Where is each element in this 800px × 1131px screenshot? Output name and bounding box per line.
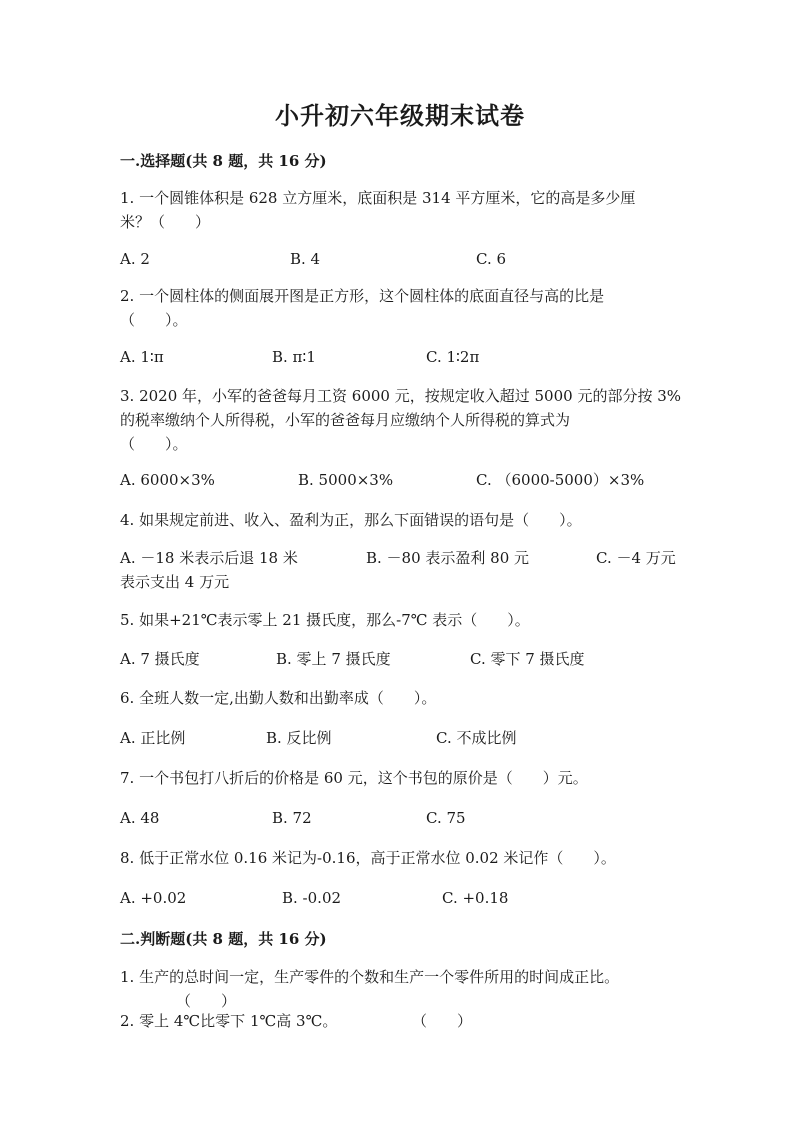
option-a: A. －18 米表示后退 18 米: [120, 549, 298, 567]
question-text: 8. 低于正常水位 0.16 米记为-0.16，高于正常水位 0.02 米记作（ ）。: [120, 849, 616, 867]
question-text: 7. 一个书包打八折后的价格是 60 元，这个书包的原价是（ ）元。: [120, 769, 588, 787]
option-b: B. 72: [272, 809, 312, 827]
question-6: [120, 686, 682, 710]
option-c: C. 零下 7 摄氏度: [470, 650, 585, 668]
question-text: 2. 零上 4℃比零下 1℃高 3℃。: [120, 1012, 338, 1030]
option-a: A. 1∶π: [120, 348, 164, 366]
judgement-1: [120, 965, 682, 1013]
option-b: B. 零上 7 摄氏度: [276, 650, 391, 668]
option-a: A. +0.02: [120, 889, 187, 907]
question-text: 3. 2020 年，小军的爸爸每月工资 6000 元，按规定收入超过 5000 元的部分按 3%: [120, 387, 682, 405]
option-c-continued: 表示支出 4 万元: [120, 573, 230, 591]
option-a: A. 48: [120, 809, 160, 827]
option-b: B. 反比例: [266, 729, 332, 747]
question-text: （ ）。: [120, 435, 188, 453]
question-5: [120, 608, 682, 632]
answer-blank: （ ）: [176, 992, 237, 1010]
option-a: A. 2: [120, 250, 150, 268]
option-c: C. 不成比例: [436, 729, 517, 747]
question-7: [120, 766, 682, 790]
option-b: B. 4: [290, 250, 321, 268]
section-heading-judgement: 二.判断题(共 8 题，共 16 分): [120, 930, 327, 948]
question-text: 6. 全班人数一定,出勤人数和出勤率成（ ）。: [120, 689, 437, 707]
question-2: [120, 284, 682, 332]
option-b: B. 5000×3%: [298, 471, 394, 489]
question-text: 的税率缴纳个人所得税，小军的爸爸每月应缴纳个人所得税的算式为: [120, 411, 571, 429]
option-c: C. 75: [426, 809, 466, 827]
option-b: B. －80 表示盈利 80 元: [366, 549, 530, 567]
option-b: B. -0.02: [282, 889, 342, 907]
options-4: [120, 546, 682, 594]
option-c: C. +0.18: [442, 889, 509, 907]
option-b: B. π∶1: [272, 348, 316, 366]
option-c: C. 1∶2π: [426, 348, 480, 366]
question-3: [120, 384, 682, 456]
option-a: A. 正比例: [120, 729, 186, 747]
question-text: 米？（ ）: [120, 213, 211, 231]
option-a: A. 6000×3%: [120, 471, 215, 489]
option-c: C. 6: [476, 250, 507, 268]
question-text: 4. 如果规定前进、收入、盈利为正，那么下面错误的语句是（ ）。: [120, 511, 582, 529]
question-text: （ ）。: [120, 311, 188, 329]
question-text: 1. 一个圆锥体积是 628 立方厘米，底面积是 314 平方厘米，它的高是多少厘: [120, 189, 636, 207]
page-title: 小升初六年级期末试卷: [275, 101, 525, 130]
option-a: A. 7 摄氏度: [120, 650, 200, 668]
question-text: 5. 如果+21℃表示零上 21 摄氏度，那么-7℃ 表示（ ）。: [120, 611, 530, 629]
option-c: C. （6000-5000）×3%: [476, 471, 645, 489]
section-heading-choice: 一.选择题(共 8 题，共 16 分): [120, 152, 327, 170]
option-c: C. －4 万元: [596, 549, 676, 567]
question-8: [120, 846, 682, 870]
judgement-2: [120, 1009, 682, 1033]
question-4: [120, 508, 682, 532]
answer-blank: （ ）: [412, 1012, 473, 1030]
question-text: 1. 生产的总时间一定，生产零件的个数和生产一个零件所用的时间成正比。: [120, 968, 620, 986]
question-1: [120, 186, 682, 234]
question-text: 2. 一个圆柱体的侧面展开图是正方形，这个圆柱体的底面直径与高的比是: [120, 287, 605, 305]
